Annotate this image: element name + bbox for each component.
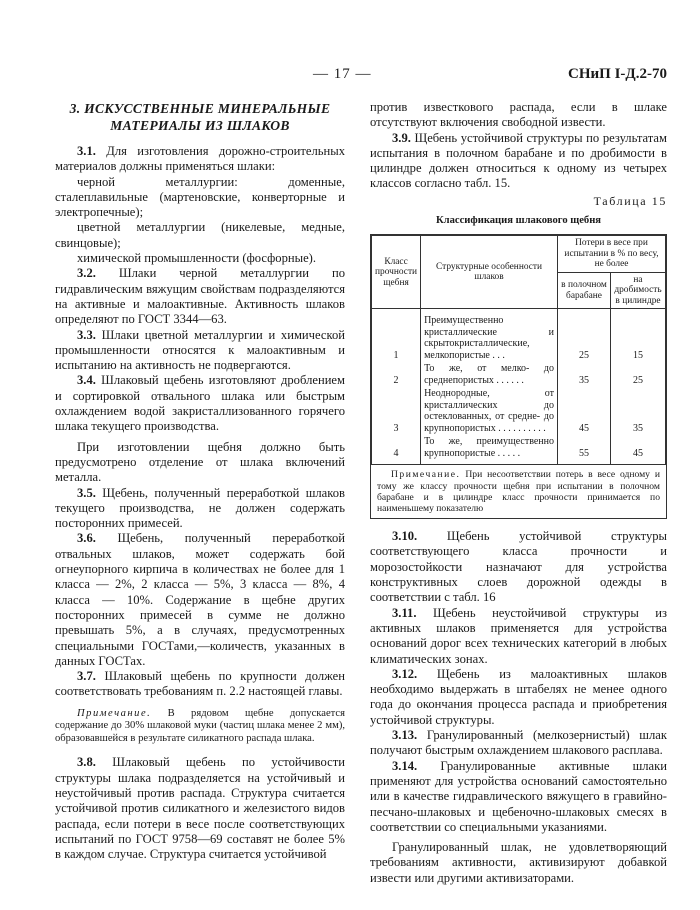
clause-text: Щебень, полученный переработкой шлаков текущего производства, не должен содержать посторонних примесей. bbox=[55, 485, 345, 531]
clause-3-1 bbox=[55, 144, 345, 175]
cell-desc: Преимущественно кристаллические и скрытокристаллические, мелкопористые . . . bbox=[421, 309, 558, 363]
cell-class: 2 bbox=[372, 362, 421, 387]
table-title: Классификация шлакового щебня bbox=[435, 215, 602, 227]
header-class: Класс прочности щебня bbox=[372, 236, 421, 309]
clause-number: 3.5. bbox=[77, 485, 96, 500]
clause-3-6 bbox=[55, 531, 345, 669]
cell-class: 1 bbox=[372, 309, 421, 363]
clause-number: 3.4. bbox=[77, 373, 96, 388]
clause-number: 3.12. bbox=[392, 666, 418, 681]
note-label: Примечание. bbox=[77, 707, 152, 719]
classification-table bbox=[371, 235, 666, 464]
clause-number: 3.8. bbox=[77, 755, 96, 770]
table-caption: Таблица 15 bbox=[593, 193, 667, 208]
page-number: — 17 — bbox=[313, 66, 372, 82]
list-item: цветной металлургии (никелевые, медные, свинцовые); bbox=[55, 220, 345, 250]
clause-3-10 bbox=[370, 529, 667, 605]
table-note-label: Примечание. bbox=[391, 469, 461, 481]
clause-text: Щебень устойчивой структуры по результатам испытания в полочном барабане и по дробимости в цилиндре должен относиться к одному из четырех классов согласно табл. 15. bbox=[370, 130, 667, 191]
clause-text: Шлаки черной металлургии по гидравлическим вяжущим свойствам подразделяются на активные и малоактивные. Активность шлаков определяют по ГОСТ 3344—63. bbox=[55, 266, 345, 327]
clause-number: 3.11. bbox=[392, 605, 417, 620]
clause-3-9 bbox=[370, 131, 667, 192]
clause-text: Щебень из малоактивных шлаков необходимо выдержать в штабелях не менее одного года до окончания процесса распада и приобретения устойчивой структуры. bbox=[370, 666, 667, 727]
clause-3-11 bbox=[370, 606, 667, 667]
cell-desc: То же, от мелко- до среднепористых . . . . . . bbox=[421, 362, 558, 387]
paragraph: Гранулированный шлак, не удовлетворяющий требованиям активности, активизируют добавкой извести или другими активизаторами. bbox=[370, 840, 667, 885]
page-header bbox=[55, 66, 667, 88]
paragraph-continued: против известкового распада, если в шлаке отсутствуют включения свободной извести. bbox=[370, 100, 667, 130]
cell-desc: То же, преимущественно крупнопористые . . . . . bbox=[421, 435, 558, 464]
table-row bbox=[372, 387, 666, 435]
clause-text: Гранулированный (мелкозернистый) шлак получают быстрым охлаждением шлакового расплава. bbox=[370, 728, 667, 758]
cell-drum: 45 bbox=[558, 387, 611, 435]
document-code: СНиП I-Д.2-70 bbox=[568, 66, 667, 82]
header-loss: Потери в весе при испытании в % по весу, не более bbox=[558, 236, 666, 273]
clause-number: 3.9. bbox=[392, 130, 411, 145]
clause-3-12 bbox=[370, 667, 667, 728]
cell-drum: 35 bbox=[558, 362, 611, 387]
cell-cylinder: 35 bbox=[611, 387, 666, 435]
header-features: Структурные особенности шлаков bbox=[421, 236, 558, 309]
clause-text: Для изготовления дорожно-строительных материалов должны применяться шлаки: bbox=[55, 144, 345, 174]
clause-text: Гранулированные активные шлаки применяют для устройства оснований самостоятельно или в качестве гидравлического вяжущего в гравийно-песчано-шлаковых и щебеночно-шлаковых смесях в соответствии со специальными указаниями. bbox=[370, 758, 668, 834]
clause-3-7 bbox=[55, 669, 345, 700]
clause-text: Шлаковый щебень изготовляют дроблением и сортировкой отвального шлака или быстрым охлаждением водой закристаллизованного горячего шлака текущего производства. bbox=[55, 373, 345, 434]
table-row bbox=[372, 309, 666, 363]
cell-cylinder: 15 bbox=[611, 309, 666, 363]
table-row bbox=[372, 362, 666, 387]
clause-3-2 bbox=[55, 266, 345, 327]
clause-text: Шлаки цветной металлургии и химической промышленности относятся к малоактивным и испытанию на активность не подвергаются. bbox=[55, 327, 345, 373]
left-column bbox=[55, 100, 345, 863]
clause-3-4 bbox=[55, 373, 345, 434]
clause-3-3 bbox=[55, 328, 345, 374]
clause-number: 3.7. bbox=[77, 669, 96, 684]
clause-text: Щебень устойчивой структуры соответствующего класса прочности и морозостойкости назначают для устройства конструктивных слоев дорожной одежды в соответствии с табл. 16 bbox=[370, 529, 667, 605]
table-note bbox=[371, 464, 666, 518]
cell-drum: 25 bbox=[558, 309, 611, 363]
table-15 bbox=[370, 234, 667, 519]
clause-number: 3.6. bbox=[77, 531, 96, 546]
header-drum: в полочном барабане bbox=[558, 272, 611, 309]
table-note-text: При несоответствии потерь в весе одному и тому же классу прочности щебня при испытании в полочном барабане и в цилиндре класс прочности принимается по наименьшему показателю bbox=[377, 469, 660, 514]
clause-text: Щебень неустойчивой структуры из активных шлаков применяется для устройства оснований дорог всех технических категорий в любых климатических зонах. bbox=[370, 605, 667, 666]
cell-class: 4 bbox=[372, 435, 421, 464]
cell-desc: Неоднородные, от кристаллических до остеклованных, от средне- до крупнопористых . . . . . . . . . . bbox=[421, 387, 558, 435]
header-cylinder: на дробимость в цилиндре bbox=[611, 272, 666, 309]
clause-number: 3.3. bbox=[77, 327, 96, 342]
clause-number: 3.13. bbox=[392, 728, 418, 743]
clause-number: 3.2. bbox=[77, 266, 96, 281]
note bbox=[55, 708, 345, 746]
clause-number: 3.1. bbox=[77, 144, 96, 158]
clause-number: 3.14. bbox=[392, 758, 418, 773]
clause-text: Шлаковый щебень по устойчивости структуры шлака подразделяется на устойчивый и неустойчивый против распада. Структура считается устойчивой против силикатного и железистого видов распада, если потери в весе после соответствующих испытаний по ГОСТ 9758—69 составят не более 5% в каждом случае. Структура считается устойчивой bbox=[55, 755, 345, 862]
clause-3-14 bbox=[370, 759, 667, 835]
cell-drum: 55 bbox=[558, 435, 611, 464]
table-row bbox=[372, 435, 666, 464]
clause-text: Щебень, полученный переработкой отвальных шлаков, может содержать бой огнеупорного кирпича в количествах не более для 1 класса — 2%, 2 класса — 5%, 3 класса — 8%, 4 класса — 10%. Содержание в щебне других посторонних примесей в сумме не должно превышать 5%, а в случаях, предусмотренных специальными ГОСТами,—количеств, указанных в данных ГОСТах. bbox=[55, 531, 345, 668]
clause-text: Шлаковый щебень по крупности должен соответствовать требованиям п. 2.2 настоящей главы. bbox=[55, 669, 345, 699]
cell-cylinder: 45 bbox=[611, 435, 666, 464]
cell-class: 3 bbox=[372, 387, 421, 435]
clause-3-13 bbox=[370, 728, 667, 759]
clause-number: 3.10. bbox=[392, 529, 418, 544]
clause-3-8 bbox=[55, 755, 345, 862]
right-column bbox=[370, 100, 667, 886]
list-item: черной металлургии: доменные, сталеплавильные (мартеновские, конверторные и электропечные); bbox=[55, 174, 345, 220]
paragraph: При изготовлении щебня должно быть предусмотрено отделение от шлака включений металла. bbox=[55, 439, 345, 485]
list-item: химической промышленности (фосфорные). bbox=[77, 251, 316, 266]
section-title: 3. ИСКУССТВЕННЫЕ МИНЕРАЛЬНЫЕ МАТЕРИАЛЫ ИЗ ШЛАКОВ bbox=[69, 101, 331, 133]
cell-cylinder: 25 bbox=[611, 362, 666, 387]
note-text: В рядовом щебне допускается содержание до 30% шлаковой муки (частиц шлака менее 2 мм), образовавшейся в результате силикатного распада шлака. bbox=[55, 707, 345, 744]
clause-3-5 bbox=[55, 486, 345, 532]
